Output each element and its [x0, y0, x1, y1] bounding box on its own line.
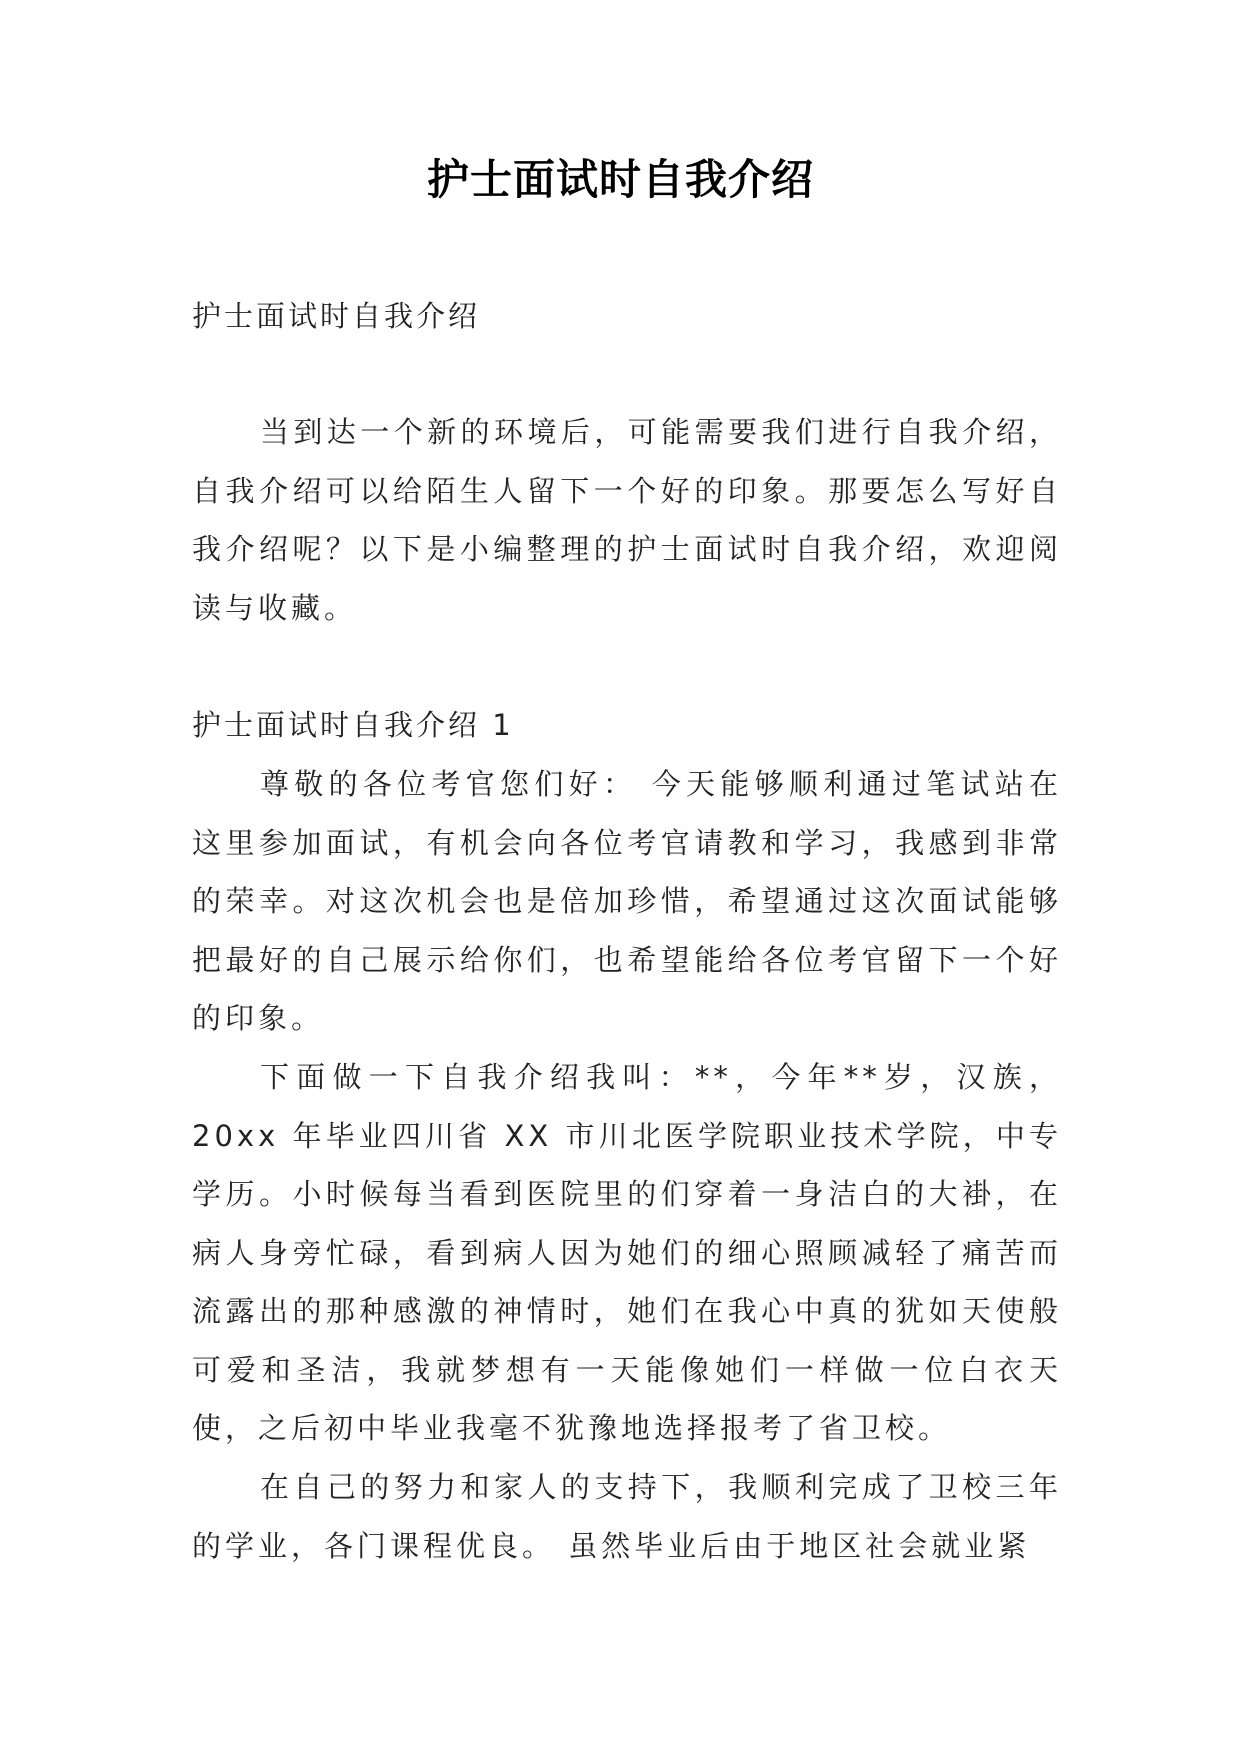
body-paragraph-3: 在自己的努力和家人的支持下，我顺利完成了卫校三年的学业，各门课程优良。 虽然毕业后由于地区社会就业紧: [192, 1470, 1062, 1563]
intro-paragraph: 当到达一个新的环境后，可能需要我们进行自我介绍，自我介绍可以给陌生人留下一个好的印象。那要怎么写好自我介绍呢？以下是小编整理的护士面试时自我介绍，欢迎阅读与收藏。: [192, 415, 1062, 625]
body-paragraph-2: 下面做一下自我介绍我叫：**，今年**岁，汉族，20xx 年毕业四川省 XX 市川北医学院职业技术学院，中专学历。小时候每当看到医院里的们穿着一身洁白的大褂，在病人身旁忙碌，看到病人因为她们的细心照顾减轻了痛苦而流露出的那种感激的神情时，她们在我心中真的犹如天使般可爱和圣洁，我就梦想有一天能像她们一样做一位白衣天使，之后初中毕业我毫不犹豫地选择报考了省卫校。: [192, 1060, 1062, 1445]
document-title: 护士面试时自我介绍: [426, 155, 814, 204]
document-subtitle: 护士面试时自我介绍: [192, 299, 481, 333]
body-paragraph-1: 尊敬的各位考官您们好： 今天能够顺利通过笔试站在这里参加面试，有机会向各位考官请教和学习，我感到非常的荣幸。对这次机会也是倍加珍惜，希望通过这次面试能够把最好的自己展示给你们，也希望能给各位考官留下一个好的印象。: [192, 767, 1062, 1035]
section-heading: 护士面试时自我介绍 1: [192, 708, 514, 742]
